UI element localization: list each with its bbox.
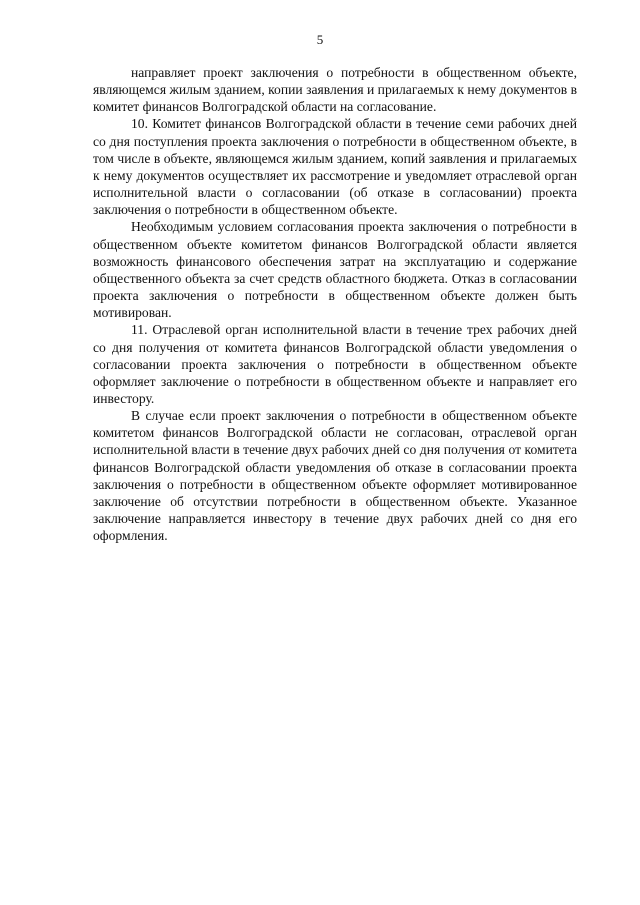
paragraph-approval-condition: Необходимым условием согласования проекта заключения о потребности в общественном объекте комитетом финансов Волгоградской области является возможность финансового обеспечения затрат на эксплуатацию и содержание общественного объекта за счет средств областного бюджета. Отказ в согласовании проекта заключения о потребности в общественном объекте должен быть мотивирован. xyxy=(93,219,577,321)
page-number: 5 xyxy=(316,32,324,47)
document-body xyxy=(93,64,577,544)
paragraph-continuation: направляет проект заключения о потребности в общественном объекте, являющемся жилым зданием, копии заявления и прилагаемых к нему документов в комитет финансов Волгоградской области на согласование. xyxy=(93,65,577,115)
paragraph-item-11: 11. Отраслевой орган исполнительной власти в течение трех рабочих дней со дня получения от комитета финансов Волгоградской области уведомления о согласовании проекта заключения о потребности в общественном объекте оформляет заключение о потребности в общественном объекте и направляет его инвестору. xyxy=(93,322,577,406)
paragraph-refusal-case: В случае если проект заключения о потребности в общественном объекте комитетом финансов Волгоградской области не согласован, отраслевой орган исполнительной власти в течение двух рабочих дней со дня получения от комитета финансов Волгоградской области уведомления об отказе в согласовании проекта заключения о потребности в общественном объекте оформляет мотивированное заключение об отсутствии потребности в общественном объекте. Указанное заключение направляется инвестору в течение двух рабочих дней со дня его оформления. xyxy=(93,408,577,544)
paragraph-item-10: 10. Комитет финансов Волгоградской области в течение семи рабочих дней со дня поступления проекта заключения о потребности в общественном объекте, в том числе в объекте, являющемся жилым зданием, копий заявления и прилагаемых к нему документов осуществляет их рассмотрение и уведомляет отраслевой орган исполнительной власти о согласовании (об отказе в согласовании) проекта заключения о потребности в общественном объекте. xyxy=(93,116,577,218)
